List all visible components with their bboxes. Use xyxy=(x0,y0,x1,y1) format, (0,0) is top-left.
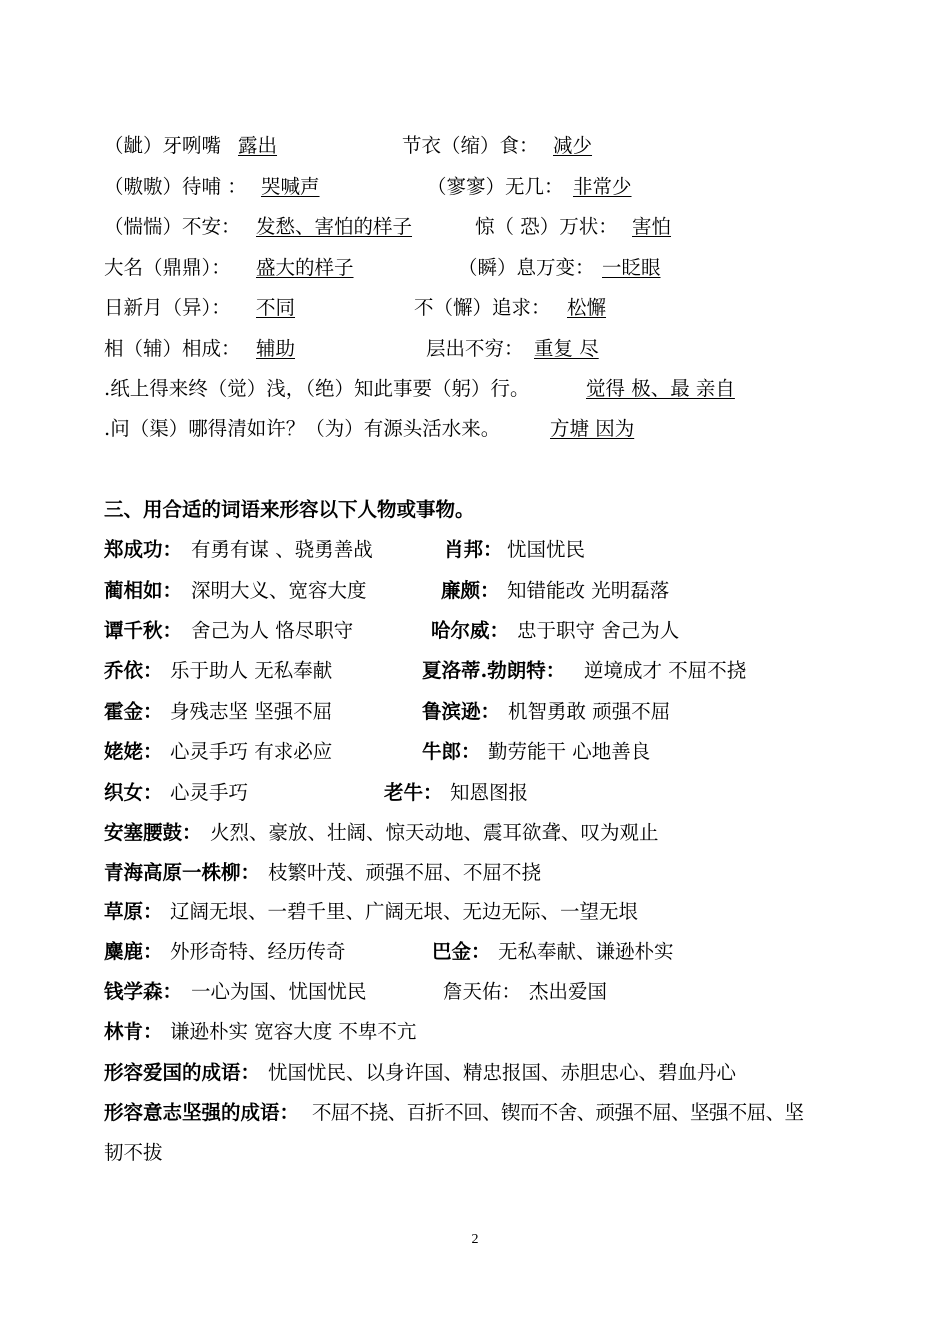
subject-name: 牛郎： xyxy=(422,740,481,763)
vocab-term: 不（懈）追求： xyxy=(414,296,551,319)
vocab-answer: 发愁、害怕的样子 xyxy=(256,215,413,238)
vocab-answer: 害怕 xyxy=(632,215,672,238)
vocab-term: 日新月（异）： xyxy=(104,296,231,319)
subject-name: 蔺相如： xyxy=(104,579,183,602)
subject-description: 心灵手巧 xyxy=(170,781,249,804)
subject-name: 谭千秋： xyxy=(104,619,183,642)
vocab-answer: 一眨眼 xyxy=(602,256,661,279)
vocab-answer: 非常少 xyxy=(573,175,632,198)
subject-description: 逆境成才 不屈不挠 xyxy=(584,659,747,682)
subject-description: 火烈、豪放、壮阔、惊天动地、震耳欲聋、叹为观止 xyxy=(210,821,659,844)
subject-description: 不屈不挠、百折不回、锲而不舍、顽强不屈、坚强不屈、坚 xyxy=(312,1101,804,1124)
subject-name: 詹天佑： xyxy=(443,980,522,1003)
poem-text: .问（渠）哪得清如许？（为）有源头活水来。 xyxy=(104,417,501,440)
subject-description: 乐于助人 无私奉献 xyxy=(170,659,333,682)
vocab-answer: 盛大的样子 xyxy=(256,256,354,279)
vocab-term: 惊（ 恐）万状： xyxy=(475,215,618,238)
subject-description: 忧国忧民 xyxy=(507,538,586,561)
subject-name: 老牛： xyxy=(384,781,443,804)
subject-description: 外形奇特、经历传奇 xyxy=(170,940,346,963)
subject-description: 谦逊朴实 宽容大度 不卑不亢 xyxy=(170,1020,417,1043)
vocab-term: （寥寥）无几： xyxy=(427,175,564,198)
subject-name: 廉颇： xyxy=(441,579,500,602)
subject-description: 深明大义、宽容大度 xyxy=(191,579,367,602)
subject-name: 肖邦： xyxy=(444,538,503,561)
vocab-answer: 减少 xyxy=(553,134,593,157)
vocab-answer: 露出 xyxy=(238,134,278,157)
description-continuation: 韧不拔 xyxy=(104,1141,163,1164)
subject-name: 形容爱国的成语： xyxy=(104,1061,261,1084)
subject-name: 霍金： xyxy=(104,700,163,723)
subject-description: 心灵手巧 有求必应 xyxy=(170,740,333,763)
subject-description: 忠于职守 舍己为人 xyxy=(517,619,680,642)
subject-name: 鲁滨逊： xyxy=(422,700,501,723)
subject-name: 夏洛蒂.勃朗特： xyxy=(422,659,566,682)
vocab-term: （惴惴）不安： xyxy=(104,215,241,238)
subject-description: 勤劳能干 心地善良 xyxy=(488,740,651,763)
poem-text: .纸上得来终（觉）浅，（绝）知此事要（躬）行。 xyxy=(104,377,530,400)
vocab-term: （嗷嗷）待哺 ： xyxy=(104,175,247,198)
page-number: 2 xyxy=(471,1232,479,1247)
vocab-answer: 不同 xyxy=(256,296,296,319)
subject-name: 钱学森： xyxy=(104,980,183,1003)
subject-description: 身残志坚 坚强不屈 xyxy=(170,700,333,723)
vocab-answer: 松懈 xyxy=(567,296,607,319)
subject-description: 辽阔无垠、一碧千里、广阔无垠、无边无际、一望无垠 xyxy=(170,900,639,923)
subject-description: 机智勇敢 顽强不屈 xyxy=(508,700,671,723)
subject-description: 无私奉献、谦逊朴实 xyxy=(498,940,674,963)
subject-name: 青海高原一株柳： xyxy=(104,861,261,884)
subject-name: 林肯： xyxy=(104,1020,163,1043)
section-heading: 三、用合适的词语来形容以下人物或事物。 xyxy=(104,498,475,521)
vocab-term: 节衣（缩）食： xyxy=(402,134,539,157)
subject-name: 形容意志坚强的成语： xyxy=(104,1101,300,1124)
subject-description: 舍己为人 恪尽职守 xyxy=(191,619,354,642)
subject-description: 有勇有谋 、骁勇善战 xyxy=(191,538,373,561)
vocab-answer: 哭喊声 xyxy=(261,175,320,198)
subject-description: 杰出爱国 xyxy=(529,980,608,1003)
poem-answer: 觉得 极、最 亲自 xyxy=(586,377,735,400)
subject-description: 知错能改 光明磊落 xyxy=(507,579,670,602)
vocab-term: 层出不穷： xyxy=(426,337,524,360)
subject-name: 哈尔威： xyxy=(431,619,510,642)
subject-name: 麋鹿： xyxy=(104,940,163,963)
vocab-term: （龇）牙咧嘴 xyxy=(104,134,222,157)
subject-description: 知恩图报 xyxy=(450,781,529,804)
vocab-term: （瞬）息万变： xyxy=(458,256,595,279)
subject-name: 巴金： xyxy=(432,940,491,963)
subject-name: 郑成功： xyxy=(104,538,183,561)
subject-name: 草原： xyxy=(104,900,163,923)
subject-name: 织女： xyxy=(104,781,163,804)
vocab-term: 大名（鼎鼎）： xyxy=(104,256,231,279)
vocab-answer: 重复 尽 xyxy=(534,337,599,360)
poem-answer: 方塘 因为 xyxy=(550,417,635,440)
vocab-term: 相（辅）相成： xyxy=(104,337,241,360)
vocab-answer: 辅助 xyxy=(256,337,296,360)
subject-description: 忧国忧民、以身许国、精忠报国、赤胆忠心、碧血丹心 xyxy=(268,1061,737,1084)
subject-description: 枝繁叶茂、顽强不屈、不屈不挠 xyxy=(268,861,542,884)
subject-description: 一心为国、忧国忧民 xyxy=(191,980,367,1003)
subject-name: 姥姥： xyxy=(104,740,163,763)
subject-name: 乔依： xyxy=(104,659,163,682)
subject-name: 安塞腰鼓： xyxy=(104,821,202,844)
